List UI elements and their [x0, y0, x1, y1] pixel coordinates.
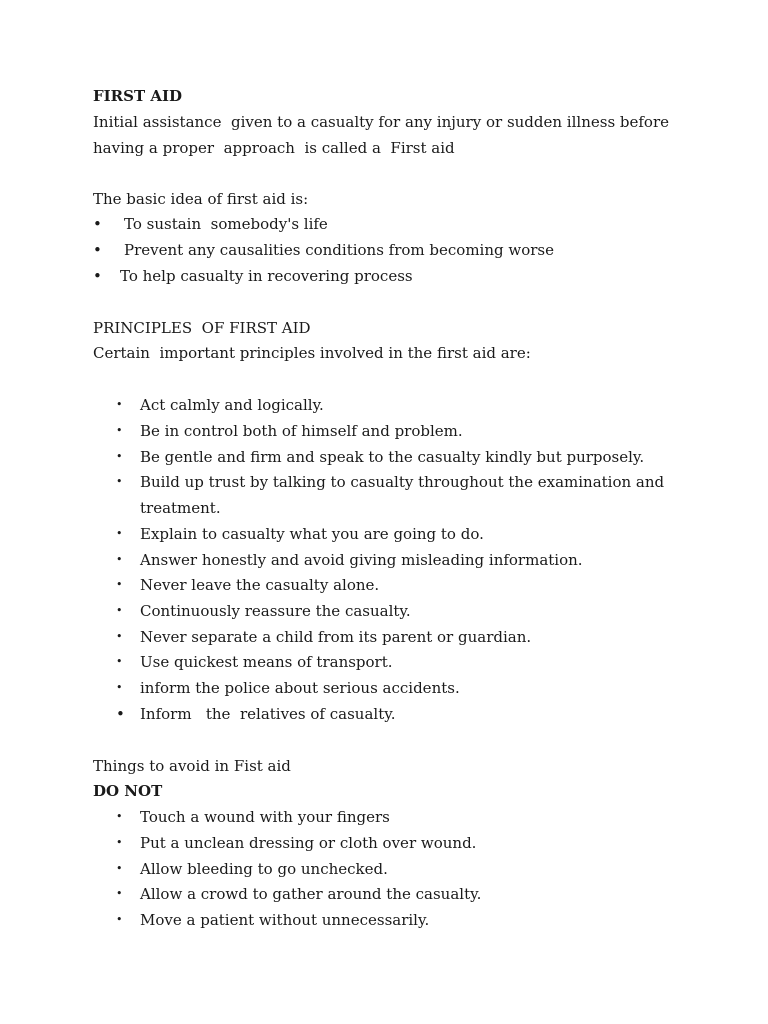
principle-item: Be in control both of himself and problem. [140, 422, 463, 440]
bullet-icon: • [116, 862, 123, 875]
bullet-icon: • [116, 527, 123, 540]
do-not-heading: DO NOT [93, 782, 163, 800]
bullet-icon: • [93, 267, 102, 285]
bullet-icon: • [116, 578, 123, 591]
bullet-icon: • [116, 553, 123, 566]
basic-idea-item: Prevent any causalities conditions from becoming worse [124, 241, 554, 259]
principle-item: Never leave the casualty alone. [140, 576, 380, 594]
bullet-icon: • [93, 215, 102, 233]
bullet-icon: • [93, 241, 102, 259]
avoid-heading: Things to avoid in Fist aid [93, 757, 291, 775]
bullet-icon: • [116, 887, 123, 900]
bullet-icon: • [116, 604, 123, 617]
do-not-item: Touch a wound with your fingers [140, 808, 390, 826]
principles-intro: Certain important principles involved in the first aid are: [93, 344, 531, 362]
principle-item: Never separate a child from its parent or guardian. [140, 628, 532, 646]
principles-heading: PRINCIPLES OF FIRST AID [93, 319, 311, 337]
principle-item: Continuously reassure the casualty. [140, 602, 411, 620]
principle-item: Act calmly and logically. [140, 396, 324, 414]
bullet-icon: • [116, 630, 123, 643]
do-not-item: Allow a crowd to gather around the casualty. [140, 885, 482, 903]
principle-item: Explain to casualty what you are going to do. [140, 525, 484, 543]
basic-idea-item: To sustain somebody's life [124, 215, 328, 233]
principle-item: inform the police about serious accidents. [140, 679, 460, 697]
bullet-icon: • [116, 836, 123, 849]
definition-line-2: having a proper approach is called a First aid [93, 139, 455, 157]
principle-item: Build up trust by talking to casualty throughout the examination and [140, 473, 665, 491]
bullet-icon: • [116, 655, 123, 668]
principle-item-continuation: treatment. [140, 499, 221, 517]
bullet-icon: • [116, 810, 123, 823]
bullet-icon: • [116, 424, 123, 437]
basic-idea-item: To help casualty in recovering process [120, 267, 413, 285]
principle-item: Answer honestly and avoid giving misleading information. [140, 551, 583, 569]
bullet-icon: • [116, 450, 123, 463]
first-aid-heading: FIRST AID [93, 87, 183, 105]
do-not-item: Put a unclean dressing or cloth over wound. [140, 834, 477, 852]
do-not-item: Allow bleeding to go unchecked. [140, 860, 388, 878]
principle-item: Inform the relatives of casualty. [140, 705, 396, 723]
principle-item: Use quickest means of transport. [140, 653, 393, 671]
definition-line-1: Initial assistance given to a casualty for any injury or sudden illness before [93, 113, 670, 131]
basic-idea-intro: The basic idea of first aid is: [93, 190, 309, 208]
principle-item: Be gentle and firm and speak to the casualty kindly but purposely. [140, 448, 645, 466]
bullet-icon: • [116, 681, 123, 694]
bullet-icon: • [116, 705, 125, 723]
bullet-icon: • [116, 475, 123, 488]
do-not-item: Move a patient without unnecessarily. [140, 911, 430, 929]
bullet-icon: • [116, 398, 123, 411]
bullet-icon: • [116, 913, 123, 926]
